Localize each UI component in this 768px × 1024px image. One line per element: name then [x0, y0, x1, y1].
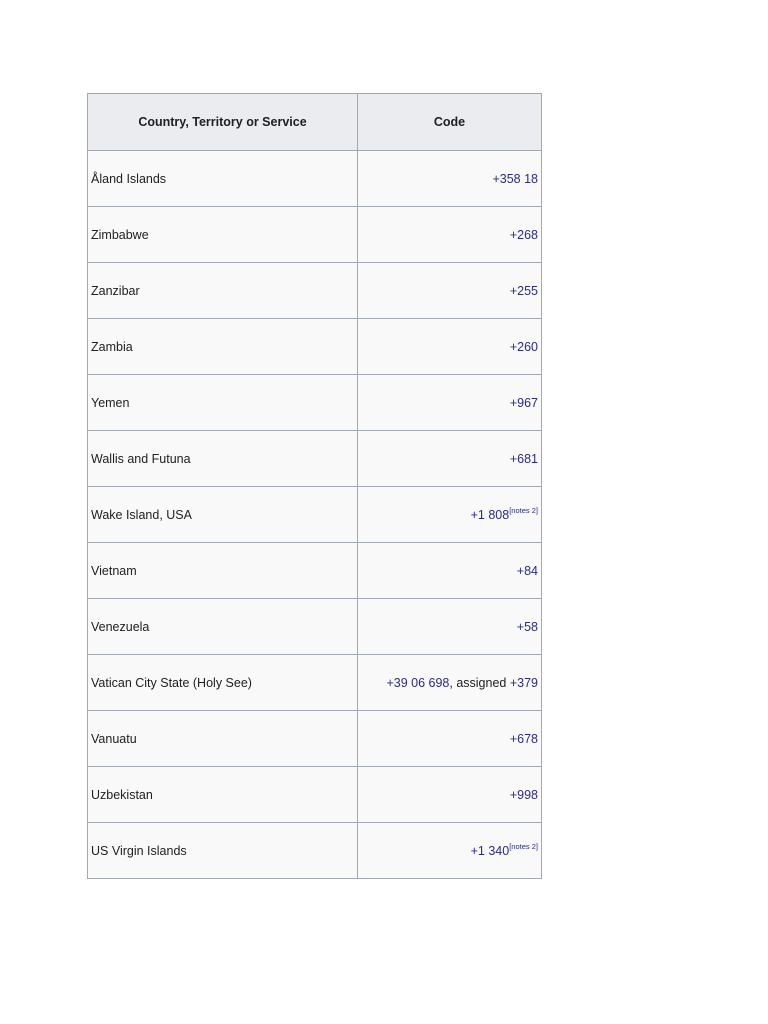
table-row	[88, 655, 542, 711]
table-body	[88, 151, 542, 879]
dialing-code-cell	[358, 431, 542, 487]
dialing-code-cell	[358, 207, 542, 263]
dialing-code-cell	[358, 543, 542, 599]
country-name: Zambia	[88, 319, 358, 375]
dialing-code-cell	[358, 599, 542, 655]
dialing-code-link[interactable]: +84	[516, 563, 538, 578]
dialing-code-link[interactable]: +260	[509, 339, 538, 354]
table-header-row	[88, 94, 542, 151]
table-row	[88, 767, 542, 823]
country-name: Yemen	[88, 375, 358, 431]
table-row	[88, 711, 542, 767]
dialing-code-cell	[358, 375, 542, 431]
country-name: Zimbabwe	[88, 207, 358, 263]
country-name: Vietnam	[88, 543, 358, 599]
country-name: Åland Islands	[88, 151, 358, 207]
table-row	[88, 599, 542, 655]
country-name: US Virgin Islands	[88, 823, 358, 879]
country-codes-table	[87, 93, 542, 879]
table-row	[88, 487, 542, 543]
header-country[interactable]: Country, Territory or Service	[88, 94, 358, 151]
table-row	[88, 263, 542, 319]
header-code[interactable]: Code	[358, 94, 542, 151]
dialing-code-link[interactable]: +967	[509, 395, 538, 410]
country-name: Vanuatu	[88, 711, 358, 767]
table-row	[88, 431, 542, 487]
country-name: Wake Island, USA	[88, 487, 358, 543]
dialing-code-cell	[358, 655, 542, 711]
dialing-code-cell	[358, 319, 542, 375]
dialing-code-cell	[358, 767, 542, 823]
dialing-code-link[interactable]: +678	[509, 731, 538, 746]
footnote-reference[interactable]: [notes 2]	[509, 505, 538, 515]
code-separator-text: , assigned	[449, 675, 510, 690]
table-row	[88, 375, 542, 431]
assigned-code-link[interactable]: +379	[509, 675, 538, 690]
footnote-reference[interactable]: [notes 2]	[509, 841, 538, 851]
dialing-code-link[interactable]: +358 18	[492, 171, 538, 186]
dialing-code-cell	[358, 151, 542, 207]
table-row	[88, 151, 542, 207]
table-row	[88, 319, 542, 375]
dialing-code-link[interactable]: +39 06 698	[386, 675, 450, 690]
dialing-code-link[interactable]: +268	[509, 227, 538, 242]
table-row	[88, 823, 542, 879]
table-row	[88, 207, 542, 263]
table-row	[88, 543, 542, 599]
dialing-code-link[interactable]: +58	[516, 619, 538, 634]
country-name: Wallis and Futuna	[88, 431, 358, 487]
country-name: Venezuela	[88, 599, 358, 655]
dialing-code-link[interactable]: +998	[509, 787, 538, 802]
dialing-code-cell	[358, 487, 542, 543]
country-name: Vatican City State (Holy See)	[88, 655, 358, 711]
dialing-code-link[interactable]: +255	[509, 283, 538, 298]
dialing-code-cell	[358, 263, 542, 319]
dialing-code-link[interactable]: +1 808	[470, 507, 510, 522]
country-name: Uzbekistan	[88, 767, 358, 823]
dialing-code-cell	[358, 711, 542, 767]
dialing-code-link[interactable]: +681	[509, 451, 538, 466]
country-name: Zanzibar	[88, 263, 358, 319]
dialing-code-cell	[358, 823, 542, 879]
dialing-code-link[interactable]: +1 340	[470, 843, 510, 858]
